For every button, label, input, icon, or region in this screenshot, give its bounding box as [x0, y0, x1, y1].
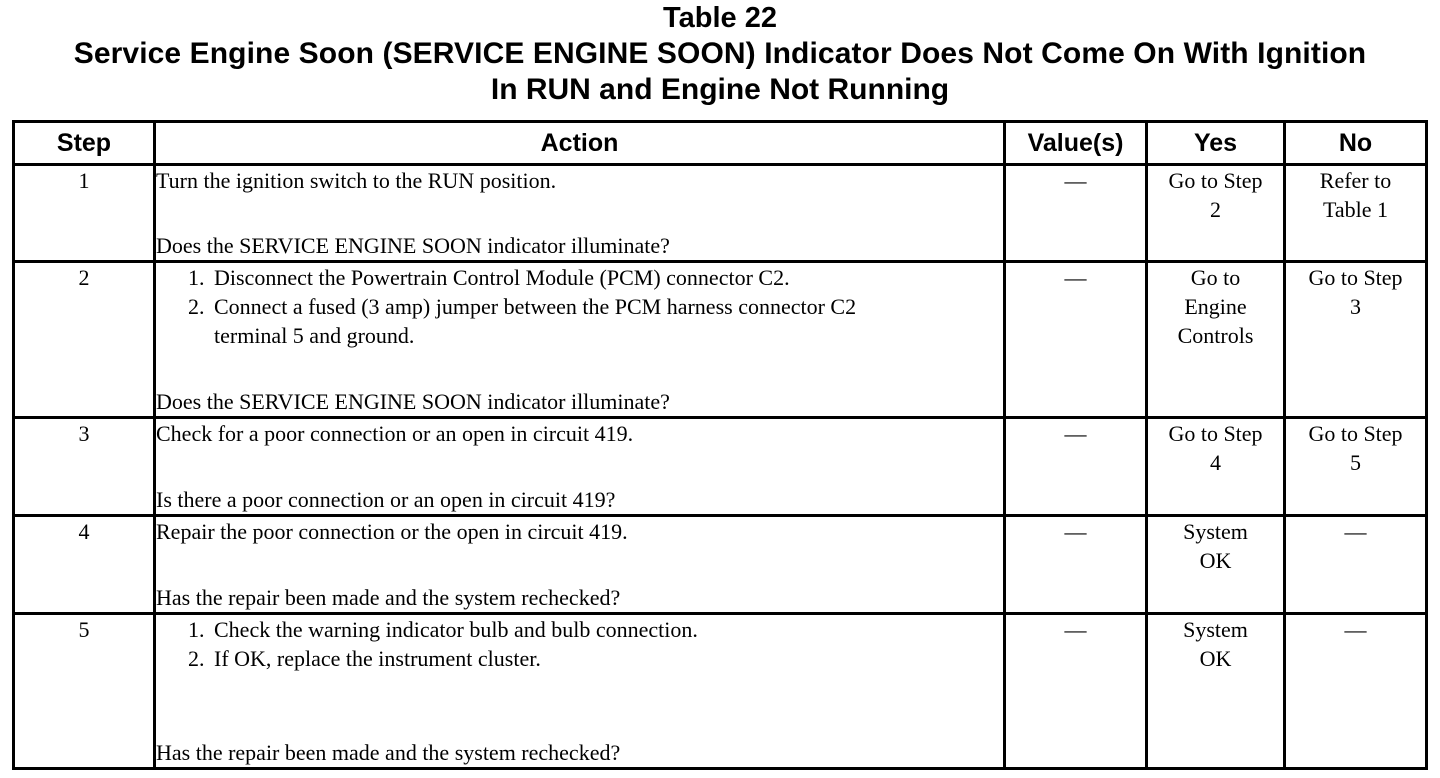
yes-text: System OK — [1183, 519, 1248, 574]
action-text: Repair the poor connection or the open in circuit 419. — [156, 519, 628, 545]
table-number: Table 22 — [663, 2, 777, 34]
value-cell: — — [1005, 417, 1147, 515]
value-cell: — — [1005, 165, 1147, 262]
no-text: Go to Step 5 — [1308, 420, 1403, 475]
no-cell — [1285, 417, 1427, 515]
action-cell — [155, 516, 1005, 614]
action-text: Turn the ignition switch to the RUN position. — [156, 168, 557, 193]
action-question: Does the SERVICE ENGINE SOON indicator illuminate? — [156, 388, 670, 414]
yes-cell — [1147, 614, 1285, 769]
yes-text: System OK — [1183, 617, 1248, 672]
table-row — [14, 417, 1427, 515]
no-text: Go to Step 3 — [1308, 265, 1403, 320]
action-question: Does the SERVICE ENGINE SOON indicator illuminate? — [156, 233, 670, 259]
yes-cell — [1147, 262, 1285, 418]
step-number: 3 — [14, 417, 155, 515]
step-number: 5 — [14, 614, 155, 769]
action-question: Has the repair been made and the system rechecked? — [156, 740, 621, 765]
yes-cell — [1147, 165, 1285, 262]
action-question: Is there a poor connection or an open in circuit 419? — [156, 487, 616, 513]
header-values: Value(s) — [1005, 122, 1147, 165]
yes-text: Go to Engine Controls — [1177, 265, 1254, 349]
table-row — [14, 516, 1427, 614]
action-steps-list — [156, 615, 1003, 673]
diagnostic-table — [12, 120, 1428, 770]
table-title-line-2: In RUN and Engine Not Running — [490, 73, 950, 106]
header-no: No — [1285, 122, 1427, 165]
yes-text: Go to Step 2 — [1168, 168, 1263, 222]
action-step-item: 1. Disconnect the Powertrain Control Module (PCM) connector C2. — [210, 263, 1003, 292]
no-cell — [1285, 165, 1427, 262]
step-number: 2 — [14, 262, 155, 418]
yes-cell — [1147, 516, 1285, 614]
action-cell — [155, 417, 1005, 515]
action-steps-list — [156, 263, 1003, 350]
value-cell: — — [1005, 262, 1147, 418]
yes-cell — [1147, 417, 1285, 515]
action-cell — [155, 165, 1005, 262]
no-cell — [1285, 262, 1427, 418]
action-text: Check for a poor connection or an open in circuit 419. — [156, 420, 634, 446]
action-step-item: 2. Connect a fused (3 amp) jumper between the PCM harness connector C2 terminal 5 and ground. — [210, 292, 1003, 350]
table-title-line-1: Service Engine Soon (SERVICE ENGINE SOON) Indicator Does Not Come On With Ignition — [73, 37, 1367, 70]
table-row — [14, 614, 1427, 769]
value-cell: — — [1005, 614, 1147, 769]
table-row — [14, 165, 1427, 262]
action-step-item: 1. Check the warning indicator bulb and bulb connection. — [210, 615, 1003, 644]
header-row — [14, 122, 1427, 165]
header-action: Action — [155, 122, 1005, 165]
table-row — [14, 262, 1427, 418]
header-yes: Yes — [1147, 122, 1285, 165]
no-text: — — [1344, 617, 1367, 643]
action-cell — [155, 614, 1005, 769]
no-cell — [1285, 614, 1427, 769]
action-cell — [155, 262, 1005, 418]
header-step: Step — [14, 122, 155, 165]
value-cell: — — [1005, 516, 1147, 614]
table-title-block — [0, 0, 1440, 108]
action-step-item: 2. If OK, replace the instrument cluster. — [210, 644, 1003, 673]
action-question: Has the repair been made and the system rechecked? — [156, 585, 621, 611]
no-text: — — [1344, 519, 1367, 545]
no-text: Refer to Table 1 — [1319, 168, 1392, 222]
no-cell — [1285, 516, 1427, 614]
yes-text: Go to Step 4 — [1168, 420, 1263, 475]
step-number: 1 — [14, 165, 155, 262]
step-number: 4 — [14, 516, 155, 614]
